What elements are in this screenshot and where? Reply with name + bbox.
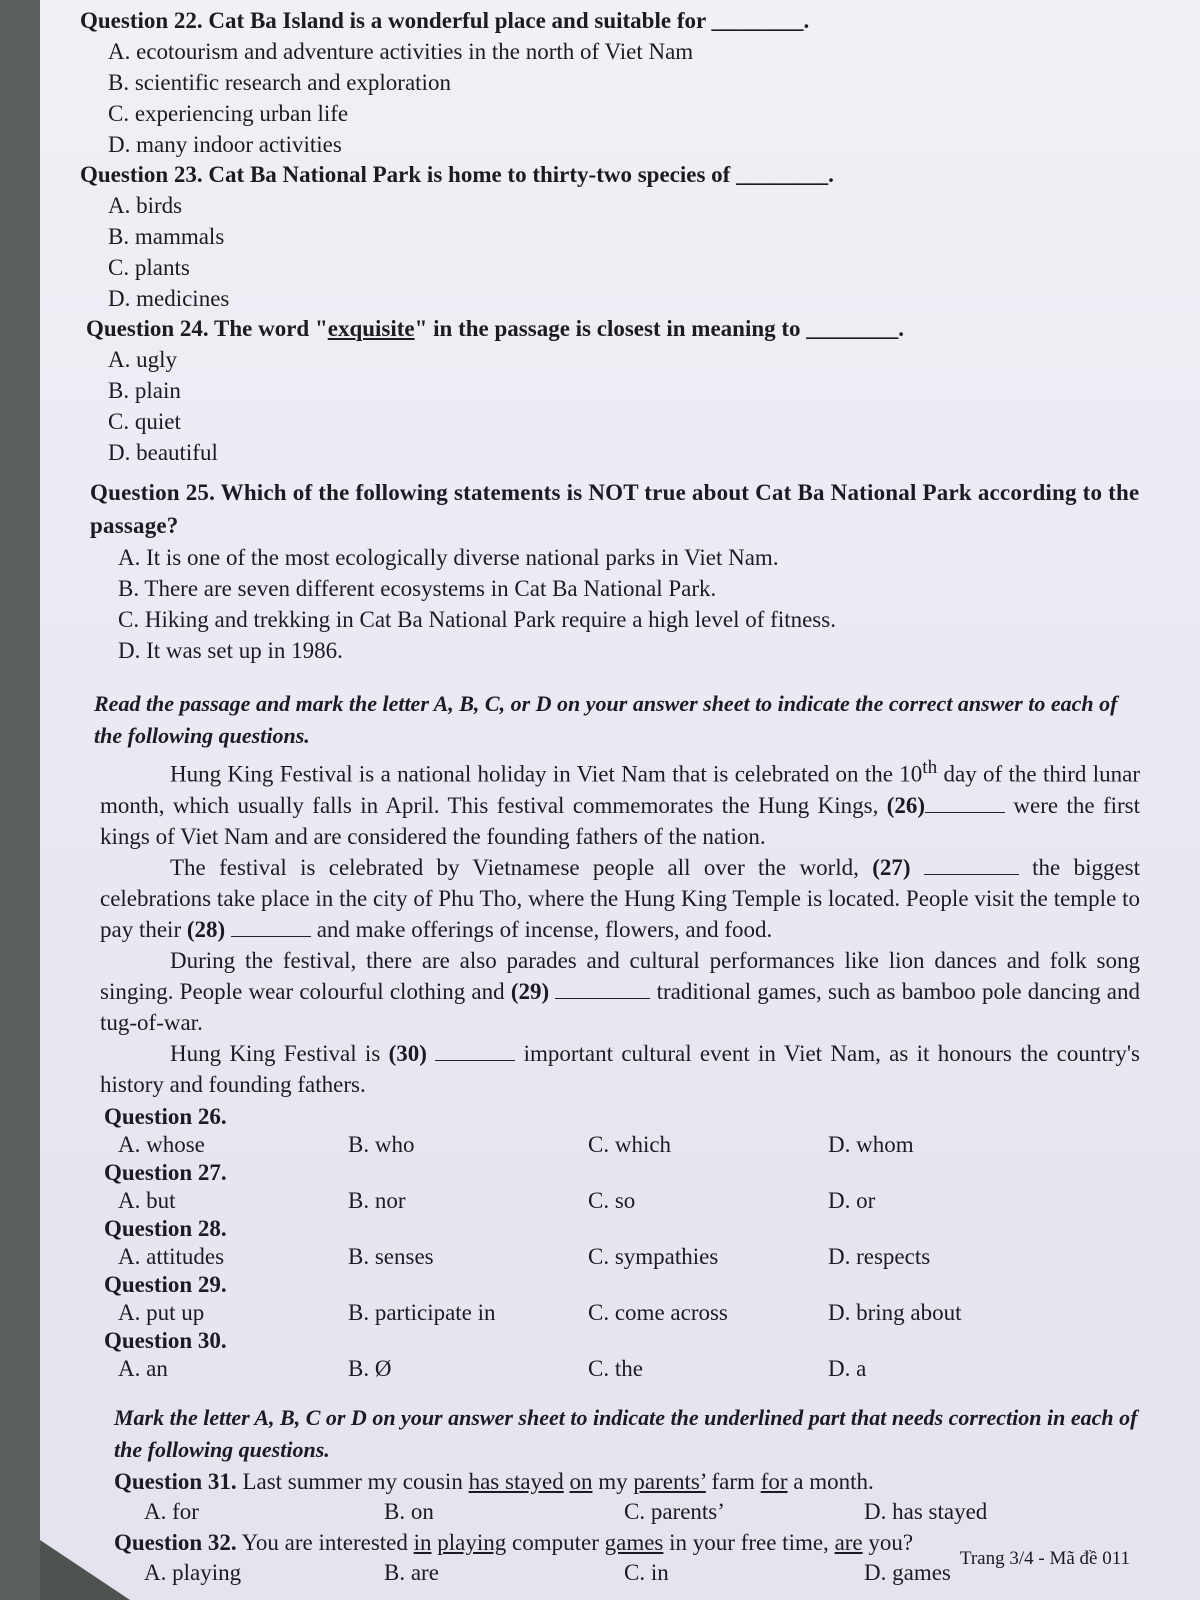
cloze-question-30: Question 30. <box>104 1327 227 1353</box>
q23-option-b: B. mammals <box>108 224 225 249</box>
q31-t3: my <box>592 1468 634 1494</box>
q31-label: Question 31. <box>114 1468 237 1494</box>
cloze-27-b: B. nor <box>348 1187 406 1213</box>
q31-underline-1: has stayed <box>468 1468 564 1494</box>
cloze-question-28: Question 28. <box>104 1215 227 1241</box>
cloze-26-d: D. whom <box>828 1131 914 1157</box>
q32-t5: you? <box>862 1529 914 1555</box>
cloze-30-d: D. a <box>828 1355 867 1381</box>
p2-text-a: The festival is celebrated by Vietnamese people all over the world, <box>170 854 873 880</box>
q31-d: D. has stayed <box>864 1498 988 1524</box>
passage-paragraph-3 <box>100 945 1140 1038</box>
passage-paragraph-4 <box>100 1038 1140 1100</box>
q32-a: A. playing <box>144 1559 242 1585</box>
page-footer: Trang 3/4 - Mã đề 011 <box>959 1548 1130 1569</box>
blank-30-label: (30) <box>388 1040 427 1066</box>
cloze-28-b: B. senses <box>348 1243 434 1269</box>
q31-c: C. parents’ <box>624 1498 725 1524</box>
blank-30 <box>435 1059 515 1061</box>
cloze-28-d: D. respects <box>828 1243 931 1269</box>
q31-a: A. for <box>144 1498 199 1524</box>
cloze-29-options <box>118 1298 1140 1328</box>
q31-b: B. on <box>384 1498 434 1524</box>
passage-paragraph-2 <box>100 852 1140 945</box>
cloze-29-c: C. come across <box>588 1299 728 1325</box>
q24-option-c: C. quiet <box>108 409 181 434</box>
cloze-question-27: Question 27. <box>104 1159 227 1185</box>
cloze-27-c: C. so <box>588 1187 636 1213</box>
q32-b: B. are <box>384 1559 439 1585</box>
cloze-30-options <box>118 1354 1140 1384</box>
blank-26-label: (26) <box>886 792 926 818</box>
cloze-question-26: Question 26. <box>104 1103 227 1129</box>
q24-underlined-word: exquisite <box>327 316 415 341</box>
q32-underline-4: are <box>834 1529 863 1555</box>
cloze-28-c: C. sympathies <box>588 1243 719 1269</box>
blank-27 <box>924 873 1019 875</box>
q31-options <box>144 1497 1140 1527</box>
q31-underline-2: on <box>569 1468 593 1494</box>
cloze-28-a: A. attitudes <box>118 1243 225 1269</box>
p2-text-b: the biggest celebrations take place in the city of Phu Tho, where the Hung King Temple is located. People visit the temple to pay their <box>100 854 1141 942</box>
p4-text-b: important cultural event in Viet Nam, as it honours the country's history and founding fathers. <box>100 1040 1140 1097</box>
error-identification-instruction: Mark the letter A, B, C or D on your answer sheet to indicate the underlined part that needs correction in each of the following questions. <box>114 1404 1138 1462</box>
q32-underline-3: games <box>604 1529 664 1555</box>
q24-option-b: B. plain <box>108 378 181 403</box>
cloze-27-options <box>118 1186 1140 1216</box>
cloze-options-grid <box>104 1104 1140 1384</box>
p1-text-b: day of the third lunar month, which usually falls in April. This festival commemorates the Hung Kings, <box>100 761 1140 818</box>
cloze-27-d: D. or <box>828 1187 876 1213</box>
cloze-27-a: A. but <box>118 1187 176 1213</box>
exam-page <box>40 0 1200 1600</box>
q24-post: " in the passage is closest in meaning to ________. <box>414 316 905 341</box>
cloze-28-options <box>118 1242 1140 1272</box>
p4-text-a: Hung King Festival is <box>170 1040 389 1066</box>
blank-27-label: (27) <box>872 854 911 880</box>
q24-option-a: A. ugly <box>108 347 177 372</box>
q24-pre: Question 24. The word " <box>86 316 328 341</box>
p1-text-a: Hung King Festival is a national holiday in Viet Nam that is celebrated on the 10 <box>170 761 923 787</box>
q32-underline-1: in <box>413 1529 432 1555</box>
p3-text-a: During the festival, there are also parades and cultural performances like lion dances and folk song singing. People wear colourful clothing and <box>100 947 1140 1004</box>
q32-t4: in your free time, <box>663 1529 835 1555</box>
q31-t4: farm <box>705 1468 761 1494</box>
q24-option-d: D. beautiful <box>108 440 218 465</box>
p1-superscript: th <box>922 757 938 778</box>
blank-29 <box>555 997 650 999</box>
q22-option-c: C. experiencing urban life <box>108 101 349 126</box>
q31-t5: a month. <box>787 1468 874 1494</box>
q25-option-d: D. It was set up in 1986. <box>118 638 343 663</box>
q25-option-b: B. There are seven different ecosystems in Cat Ba National Park. <box>118 576 717 601</box>
blank-29-label: (29) <box>510 978 550 1004</box>
cloze-29-b: B. participate in <box>348 1299 496 1325</box>
cloze-26-options <box>118 1130 1140 1160</box>
q31-underline-3: parents’ <box>633 1468 706 1494</box>
q32-t1: You are interested <box>236 1529 414 1555</box>
q32-t3: computer <box>506 1529 605 1555</box>
cloze-26-c: C. which <box>588 1131 672 1157</box>
question-24 <box>86 314 1140 344</box>
cloze-30-c: C. the <box>588 1355 643 1381</box>
q32-label: Question 32. <box>114 1529 237 1555</box>
q25-option-a: A. It is one of the most ecologically diverse national parks in Viet Nam. <box>118 545 779 570</box>
question-22: Question 22. Cat Ba Island is a wonderful place and suitable for ________. <box>80 8 810 33</box>
q23-option-d: D. medicines <box>108 286 230 311</box>
cloze-26-b: B. who <box>348 1131 415 1157</box>
cloze-30-b: B. Ø <box>348 1355 392 1381</box>
cloze-29-d: D. bring about <box>828 1299 962 1325</box>
q25-option-c: C. Hiking and trekking in Cat Ba National Park require a high level of fitness. <box>118 607 836 632</box>
q22-option-a: A. ecotourism and adventure activities in the north of Viet Nam <box>108 39 694 64</box>
q32-underline-2: playing <box>437 1529 507 1555</box>
question-31 <box>114 1466 1140 1497</box>
blank-28-label: (28) <box>186 916 226 942</box>
blank-28 <box>231 935 311 937</box>
q31-t1: Last summer my cousin <box>236 1468 469 1494</box>
q32-d: D. games <box>864 1559 951 1585</box>
q22-option-d: D. many indoor activities <box>108 132 342 157</box>
q32-c: C. in <box>624 1559 669 1585</box>
cloze-question-29: Question 29. <box>104 1271 227 1297</box>
question-25: Question 25. Which of the following statements is NOT true about Cat Ba National Park according to the passage? <box>90 480 1140 538</box>
exam-content <box>80 6 1140 1588</box>
p3-text-b: traditional games, such as bamboo pole dancing and tug-of-war. <box>100 978 1140 1035</box>
passage-paragraph-1 <box>100 752 1140 852</box>
cloze-30-a: A. an <box>118 1355 168 1381</box>
cloze-26-a: A. whose <box>118 1131 205 1157</box>
q22-option-b: B. scientific research and exploration <box>108 70 451 95</box>
p1-text-c: were the first kings of Viet Nam and are considered the founding fathers of the nation. <box>100 792 1140 849</box>
q31-underline-4: for <box>760 1468 788 1494</box>
p2-text-c: and make offerings of incense, flowers, and food. <box>310 916 773 942</box>
blank-26 <box>925 811 1005 813</box>
q23-option-c: C. plants <box>108 255 190 280</box>
question-23: Question 23. Cat Ba National Park is home to thirty-two species of ________. <box>80 162 834 187</box>
q23-option-a: A. birds <box>108 193 183 218</box>
reading-instruction: Read the passage and mark the letter A, B, C, or D on your answer sheet to indicate the correct answer to each of the following questions. <box>94 691 1118 748</box>
cloze-29-a: A. put up <box>118 1299 205 1325</box>
